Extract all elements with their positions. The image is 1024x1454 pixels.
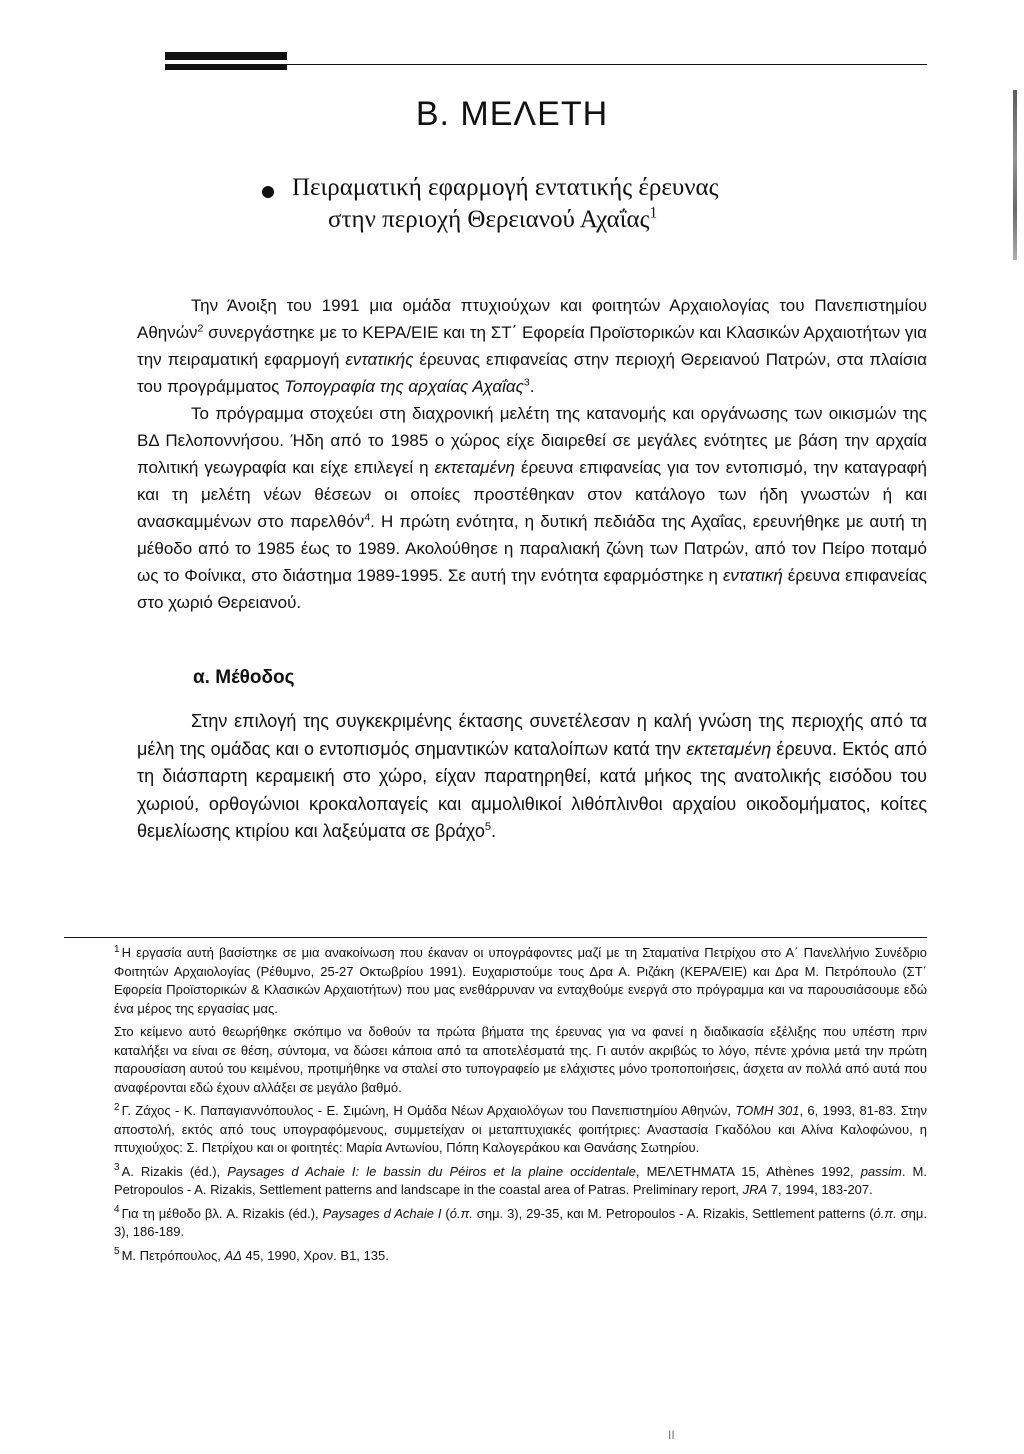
section-title: Β. ΜΕΛΕΤΗ	[415, 95, 609, 133]
footnote-3: $^3$ A. Rizakis (éd.), Paysages d Achaie I: le bassin du Péiros et la plaine occidentale, ΜΕΛΕΤΗΜΑΤΑ 15, Athènes 1992, passim. M. Petropoulos - A. Rizakis, Settlement patterns and landscape in the coastal area of Patras. Preliminary report, JRA 7, 1994, 183-207.	[114, 1162, 927, 1197]
footnote-ref-4: 4	[364, 511, 371, 524]
page-mark: II	[668, 1428, 675, 1442]
footnote-4: $^4$ Για τη μέθοδο βλ. A. Rizakis (éd.), Paysages d Achaie I (ό.π. σημ. 3), 29-35, και M. Petropoulos - A. Rizakis, Settlement patterns (ό.π. σημ. 3), 186-189.	[114, 1204, 927, 1239]
header-rule	[287, 64, 927, 65]
body-text-intro	[137, 292, 927, 616]
footnote-ref-5: 5	[484, 821, 492, 833]
article-title-line2-text: στην περιοχή Θερειανού Αχαΐας	[328, 206, 650, 233]
header-bar-bottom	[165, 64, 287, 70]
paragraph-intro: Την Άνοιξη του 1991 μια ομάδα πτυχιούχων και φοιτητών Αρχαιολογίας του Πανεπιστημίου Αθηνών$^2$ συνεργάστηκε με το ΚΕΡΑ/ΕΙΕ και τη ΣΤ΄ Εφορεία Προϊστορικών και Κλασικών Αρχαιοτήτων για την πειραματική εφαρμογή εντατικής έρευνας επιφανείας στην περιοχή Θερειανού Πατρών, στα πλαίσια του προγράμματος Τοπογραφία της αρχαίας Αχαΐας$^3$.	[137, 296, 927, 396]
footnote-ref-2: 2	[197, 322, 204, 335]
method-heading: α. Μέθοδος	[193, 667, 295, 688]
article-title-line2	[292, 204, 862, 236]
footnote-1-continued: Στο κείμενο αυτό θεωρήθηκε σκόπιμο να δοθούν τα πρώτα βήματα της έρευνας για να φανεί η διαδικασία εξέλιξης που υπέστη πριν καταλήξει να είναι σε θέση, σύντομα, να δώσει κάποια από τα αποτελέσματά της. Γι αυτόν ακριβώς το λόγο, πέντε χρόνια μετά την πρώτη παρουσίαση αυτού του κειμένου, προτιμήθηκε να σταλεί στο τυπογραφείο με ελάχιστες μόνο τροποποιήσεις, άσχετα αν πολλά από αυτά που αναφέρονται εδώ έχουν αλλάξει σε μεγάλο βαθμό.	[114, 1024, 927, 1095]
footnotes	[114, 944, 927, 1270]
footnote-2: $^2$ Γ. Ζάχος - Κ. Παπαγιαννόπουλος - Ε. Σιμώνη, Η Ομάδα Νέων Αρχαιολόγων του Πανεπιστημίου Αθηνών, ΤΟΜΗ 301, 6, 1993, 81-83. Στην αποστολή, εκτός από τους υπογραφόμενους, συμμετείχαν οι μεταπτυχιακές φοιτήτριες: Αναστασία Γκαδόλου και Αλίνα Καλοφώνου, η πτυχιούχος: Σ. Πετρίχου και οι φοιτητές: Μαρία Αντωνίου, Πόπη Καλογεράκου και Θανάσης Σωτηρίου.	[114, 1101, 927, 1155]
header-bar	[165, 52, 287, 70]
paragraph-method: Στην επιλογή της συγκεκριμένης έκτασης συνετέλεσαν η καλή γνώση της περιοχής από τα μέλη της ομάδας και ο εντοπισμός σημαντικών καταλοίπων κατά την εκτεταμένη έρευνα. Εκτός από τη διάσπαρτη κεραμεική στο χώρο, είχαν παρατηρηθεί, κατά μήκος της ανατολικής εισόδου του χωριού, ορθογώνιοι κροκαλοπαγείς και αμμολιθικοί λιθόπλινθοι αρχαίου οικοδομήματος, κοίτες θεμελίωσης κτιρίου και λαξεύματα σε βράχο$^5$.	[137, 711, 927, 841]
body-text-method	[137, 708, 927, 846]
footnote-ref-3: 3	[523, 376, 530, 389]
header-bar-top	[165, 52, 287, 60]
footnote-ref-1: 1	[649, 204, 658, 222]
article-title-line1: Πειραματική εφαρμογή εντατικής έρευνας	[292, 174, 719, 201]
article-subject	[262, 172, 862, 236]
footnote-5: $^5$ Μ. Πετρόπουλος, ΑΔ 45, 1990, Χρον. Β1, 135.	[114, 1246, 389, 1263]
bullet-icon	[262, 186, 274, 198]
footnote-rule	[64, 937, 927, 938]
article-title	[292, 172, 862, 236]
paragraph-program: Το πρόγραμμα στοχεύει στη διαχρονική μελέτη της κατανομής και οργάνωσης των οικισμών της ΒΔ Πελοποννήσου. Ήδη από το 1985 ο χώρος είχε διαιρεθεί σε μεγάλες ενότητες με βάση την αρχαία πολιτική γεωγραφία και είχε επιλεγεί η εκτεταμένη έρευνα επιφανείας για τον εντοπισμό, την καταγραφή και τη μελέτη νέων θέσεων οι οποίες προστέθηκαν στον κατάλογο των ήδη γνωστών ή και ανασκαμμένων στο παρελθόν$^4$. Η πρώτη ενότητα, η δυτική πεδιάδα της Αχαΐας, ερευνήθηκε με αυτή τη μέθοδο από το 1985 έως το 1989. Ακολούθησε η παραλιακή ζώνη των Πατρών, από τον Πείρο ποταμό ως το Φοίνικα, στο διάστημα 1989-1995. Σε αυτή την ενότητα εφαρμόστηκε η εντατική έρευνα επιφανείας στο χωριό Θερειανού.	[137, 404, 927, 612]
footnote-1: $^1$ Η εργασία αυτή βασίστηκε σε μια ανακοίνωση που έκαναν οι υπογράφοντες μαζί με τη Σταματίνα Πετρίχου στο Α΄ Πανελλήνιο Συνέδριο Φοιτητών Αρχαιολογίας (Ρέθυμνο, 25-27 Οκτωβρίου 1991). Ευχαριστούμε τους Δρα Α. Ριζάκη (ΚΕΡΑ/ΕΙΕ) και Δρα Μ. Πετρόπουλο (ΣΤ΄ Εφορεία Προϊστορικών & Κλασικών Αρχαιοτήτων) που μας ενεθάρρυναν να ενταχθούμε ενεργά στο πρόγραμμα και να παρουσιάσουμε εδώ ένα μέρος της εργασίας μας.	[114, 943, 927, 1016]
